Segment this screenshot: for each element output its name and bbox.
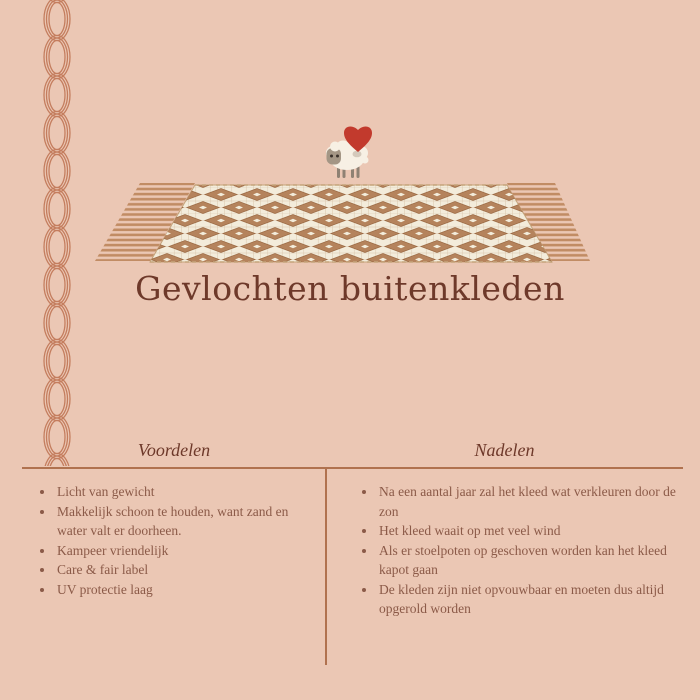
braid-border-decoration	[40, 0, 74, 466]
list-item: • Care & fair label	[55, 560, 312, 580]
rug-body	[150, 185, 552, 262]
list-item: • Als er stoelpoten op geschoven worden kan het kleed kapot gaan	[377, 541, 683, 580]
list-item: • Makkelijk schoon te houden, want zand en water valt er doorheen.	[55, 502, 312, 541]
pros-cons-table	[22, 437, 683, 619]
list-item: • UV protectie laag	[55, 580, 312, 600]
list-item: • Kampeer vriendelijk	[55, 541, 312, 561]
list-item: • De kleden zijn niet opvouwbaar en moeten dus altijd opgerold worden	[377, 580, 683, 619]
list-item: • Licht van gewicht	[55, 482, 312, 502]
vertical-divider	[325, 469, 327, 665]
page-title: Gevlochten buitenkleden	[135, 269, 565, 308]
cons-list	[344, 482, 683, 619]
cons-heading: Nadelen	[474, 440, 535, 460]
list-item: • Na een aantal jaar zal het kleed wat verkleuren door de zon	[377, 482, 683, 521]
rug-illustration	[95, 110, 605, 280]
list-item: • Het kleed waait op met veel wind	[377, 521, 683, 541]
pros-list	[22, 482, 312, 599]
pros-heading: Voordelen	[137, 440, 211, 460]
